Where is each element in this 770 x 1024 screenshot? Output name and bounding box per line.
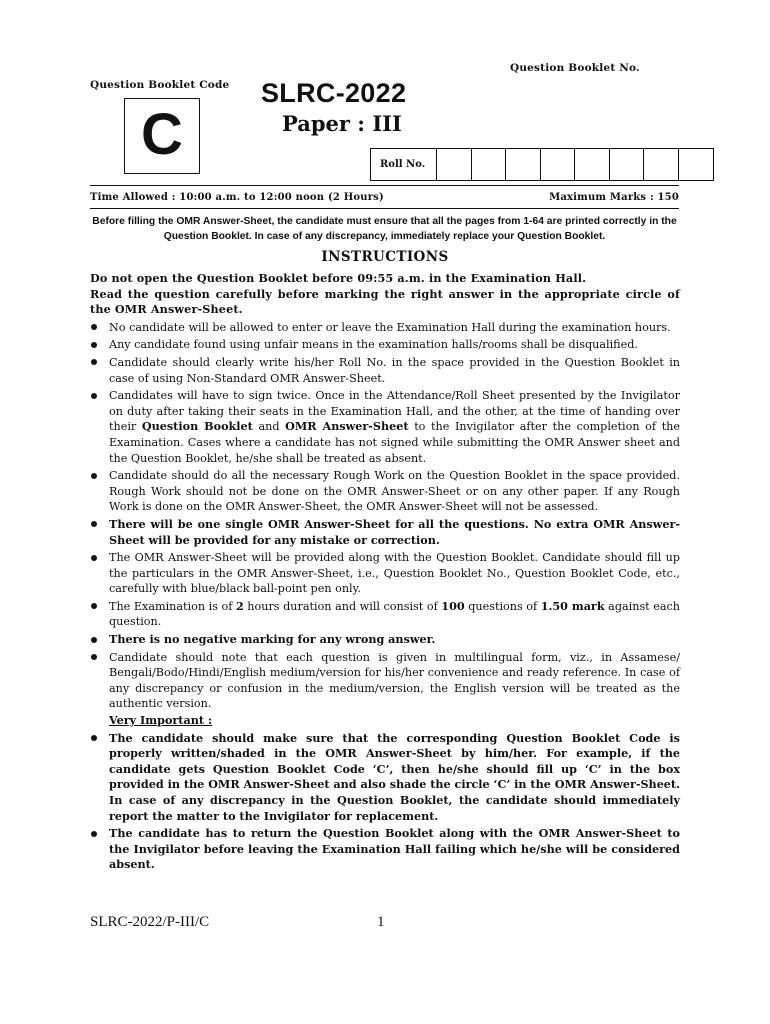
instruction-lead: Read the question carefully before marking the right answer in the appropriate circle of the OMR Answer-Sheet.	[90, 286, 680, 317]
booklet-code-label: Question Booklet Code	[90, 79, 230, 91]
roll-number-cell[interactable]	[610, 149, 645, 180]
roll-number-cell[interactable]	[679, 149, 714, 180]
text-run: 1.50 mark	[540, 598, 605, 613]
roll-number-cell[interactable]	[472, 149, 507, 180]
roll-number-cell[interactable]	[437, 149, 472, 180]
omr-notice: Before filling the OMR Answer-Sheet, the candidate must ensure that all the pages from 1-64 are printed correctly in the Question Booklet. In case of any discrepancy, immediately replace your Question Booklet.	[92, 216, 677, 242]
instructions-list	[90, 320, 680, 712]
text-run: hours duration and will consist of	[243, 599, 442, 613]
text-run: to the Invigilator after the completion of the Examination. Cases where a candidate has not signed while submitting the OMR Answer sheet and the Question Booklet, he/she shall be treated as absent.	[109, 420, 681, 465]
time-marks-bar	[90, 185, 679, 209]
text-run: against each question.	[109, 599, 680, 629]
list-item: Candidate should do all the necessary Rough Work on the Question Booklet in the space provided. Rough Work should not be done on the OMR Answer-Sheet or on any other paper. If any Rough Work is done on the OMR Answer-Sheet, the OMR Answer-Sheet will not be assessed.	[90, 468, 680, 515]
booklet-code-letter: C	[141, 102, 183, 167]
text-run: and	[252, 420, 286, 434]
page-number: 1	[377, 914, 385, 930]
text-run: Question Booklet	[141, 419, 253, 434]
roll-number-cell[interactable]	[575, 149, 610, 180]
time-allowed: Time Allowed : 10:00 a.m. to 12:00 noon (2 Hours)	[90, 191, 384, 203]
text-run: questions of	[464, 599, 541, 613]
list-item: Candidate should clearly write his/her Roll No. in the space provided in the Question Booklet in case of using Non-Standard OMR Answer-Sheet.	[90, 355, 680, 386]
booklet-number-label: Question Booklet No.	[510, 62, 640, 74]
maximum-marks: Maximum Marks : 150	[549, 191, 679, 203]
list-item: The OMR Answer-Sheet will be provided along with the Question Booklet. Candidate should fill up the particulars in the OMR Answer-Sheet, i.e., Question Booklet No., Question Booklet Code, etc., carefully with blue/black ball-point pen only.	[90, 550, 680, 597]
text-run: 100	[441, 598, 465, 613]
very-important-heading: Very Important :	[109, 713, 213, 728]
instructions-body	[90, 271, 680, 873]
roll-number-grid	[370, 148, 714, 181]
list-item	[90, 599, 680, 630]
booklet-code-box	[124, 98, 200, 174]
list-item: The candidate should make sure that the corresponding Question Booklet Code is properly written/shaded in the OMR Answer-Sheet by him/her. For example, if the candidate gets Question Booklet Code ‘C’, then he/she should fill up ‘C’ in the box provided in the OMR Answer-Sheet and also shade the circle ‘C’ in the OMR Answer-Sheet. In case of any discrepancy in the Question Booklet, the candidate should immediately report the matter to the Invigilator for replacement.	[90, 731, 680, 825]
list-item: No candidate will be allowed to enter or leave the Examination Hall during the examination hours.	[90, 320, 680, 336]
list-item: There will be one single OMR Answer-Sheet for all the questions. No extra OMR Answer-Sheet will be provided for any mistake or correction.	[90, 517, 680, 548]
footer-booklet-code: SLRC-2022/P-III/C	[90, 914, 210, 930]
list-item: The candidate has to return the Question Booklet along with the OMR Answer-Sheet to the Invigilator before leaving the Examination Hall failing which he/she will be considered absent.	[90, 826, 680, 873]
roll-number-cell[interactable]	[541, 149, 576, 180]
paper-title: Paper : III	[282, 111, 402, 136]
instruction-lead: Do not open the Question Booklet before 09:55 a.m. in the Examination Hall.	[90, 271, 587, 285]
list-item	[90, 388, 680, 466]
important-list	[90, 731, 680, 873]
exam-title: SLRC-2022	[261, 78, 407, 108]
roll-number-label: Roll No.	[371, 149, 437, 180]
instructions-heading: INSTRUCTIONS	[321, 249, 449, 265]
text-run: Candidates will have to sign twice. Once in the Attendance/Roll Sheet presented by the Invigilator on duty after taking their seats in the Examination Hall, and the other, at the time of handing over their	[109, 389, 680, 434]
roll-number-cell[interactable]	[644, 149, 679, 180]
list-item: Candidate should note that each question is given in multilingual form, viz., in Assamese/ Bengali/Bodo/Hindi/English medium/version for his/her convenience and ready reference. In case of any discrepancy or confusion in the medium/version, the English version will be treated as the authentic version.	[90, 650, 680, 712]
list-item: There is no negative marking for any wrong answer.	[90, 632, 680, 648]
text-run: 2	[235, 598, 244, 613]
list-item: Any candidate found using unfair means in the examination halls/rooms shall be disqualified.	[90, 337, 680, 353]
roll-number-cell[interactable]	[506, 149, 541, 180]
text-run: OMR Answer-Sheet	[285, 419, 409, 434]
text-run: The Examination is of	[109, 599, 236, 613]
